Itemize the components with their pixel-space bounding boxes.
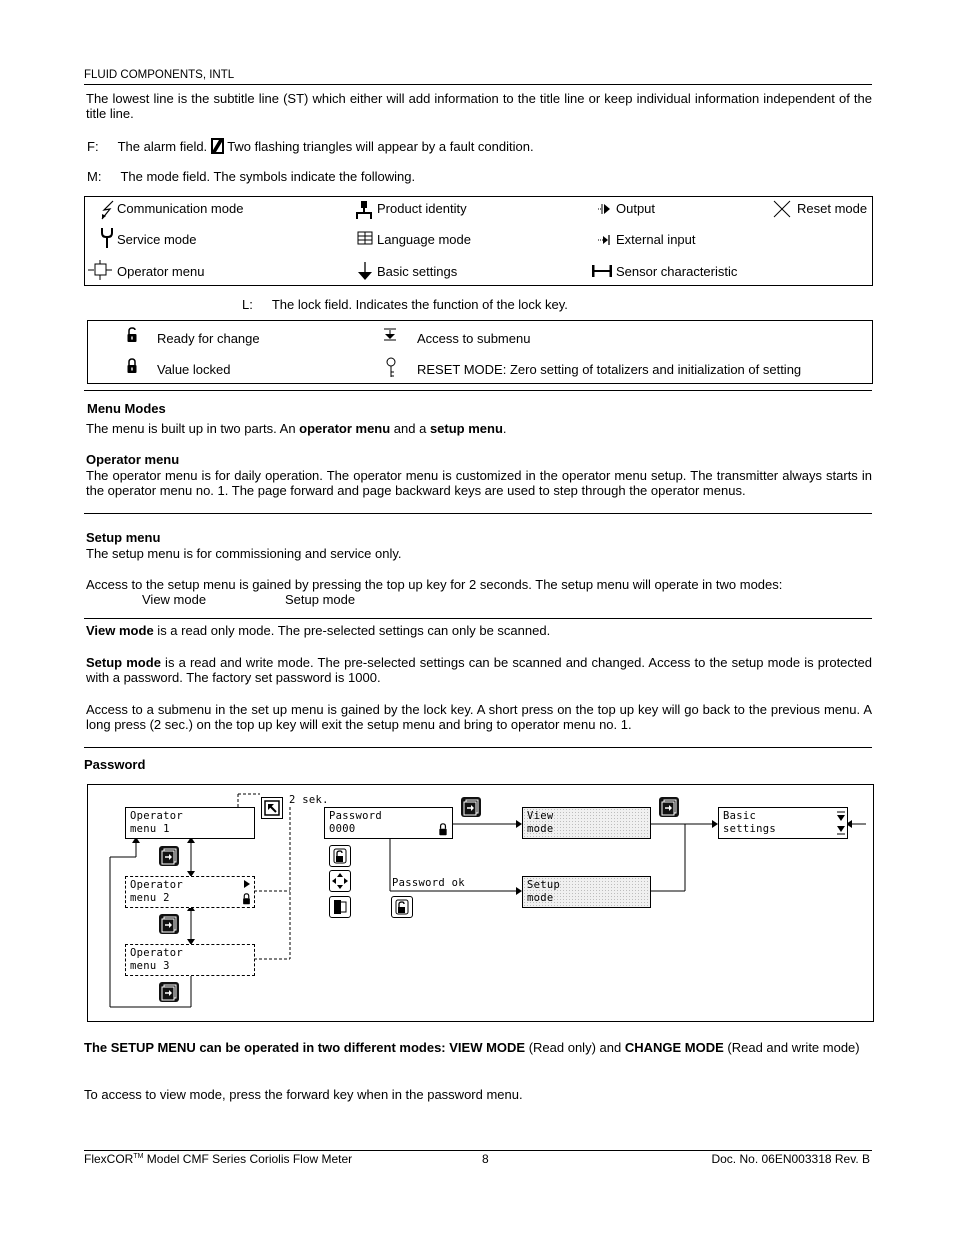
- lock-symbols-table: [87, 320, 873, 384]
- setup-mode-text: [86, 655, 872, 685]
- language-grid-icon: [357, 231, 373, 245]
- password-value: 0000: [329, 823, 356, 835]
- op2-output-icon: [242, 879, 252, 889]
- operator-menu-3-box[interactable]: [125, 944, 255, 976]
- alarm-text-pre: The alarm field.: [117, 139, 208, 154]
- op1-line2: menu 1: [130, 823, 170, 835]
- menu-modes-text-b: and a: [390, 421, 430, 436]
- closing-text-1: (Read only) and: [525, 1040, 625, 1055]
- op2-line1: Operator: [130, 879, 183, 891]
- basic-settings-line2: settings: [723, 823, 776, 835]
- alarm-text-post: Two flashing triangles will appear by a fault condition.: [227, 139, 534, 154]
- divider-1: [84, 390, 872, 391]
- menu-modes-text-a: The menu is built up in two parts. An: [86, 421, 300, 436]
- operator-menu-text: The operator menu is for daily operation. The operator menu is customized in the operator menu setup. The transmitter always starts in the operator menu no. 1. The page forward and page backward keys are used to step through the operator menus.: [86, 468, 872, 498]
- closing-text-2: (Read and write mode): [723, 1040, 860, 1055]
- mode-label-sensor-characteristic: Sensor characteristic: [616, 264, 738, 279]
- product-identity-icon: [355, 200, 373, 220]
- lock-label-locked: Value locked: [157, 362, 231, 377]
- navigate-key-icon[interactable]: [329, 870, 351, 892]
- closed-lock-icon: [126, 358, 138, 374]
- menu-modes-bold-a: operator menu: [299, 421, 391, 436]
- setup-mode-line2: mode: [527, 892, 554, 904]
- basic-settings-box[interactable]: [718, 807, 848, 839]
- forward-key-icon-basic[interactable]: [659, 797, 679, 817]
- page-key-icon[interactable]: [329, 896, 351, 918]
- divider-2: [84, 513, 872, 514]
- setup-mode-name-setup: Setup mode: [285, 592, 356, 607]
- output-arrow-icon: [597, 202, 613, 216]
- lock-key: L:: [242, 297, 253, 312]
- setup-mode-name-view: View mode: [142, 592, 207, 607]
- closing-bold-2: CHANGE MODE: [624, 1040, 724, 1055]
- password-diagram: [87, 784, 874, 1022]
- op3-line1: Operator: [130, 947, 183, 959]
- view-mode-line2: mode: [527, 823, 554, 835]
- menu-modes-heading: Menu Modes: [87, 401, 166, 416]
- closing-paragraph-2: To access to view mode, press the forward key when in the password menu.: [84, 1087, 523, 1102]
- mode-label-product-identity: Product identity: [377, 201, 467, 216]
- lock-field-line: [242, 297, 568, 312]
- lightning-icon: [99, 200, 117, 220]
- alarm-key: F:: [87, 139, 99, 154]
- setup-mode-box[interactable]: [522, 876, 651, 908]
- footer-product-rest: Model CMF Series Coriolis Flow Meter: [143, 1152, 353, 1166]
- footer-product-name: FlexCOR: [84, 1152, 134, 1166]
- alarm-triangles-icon: [211, 138, 224, 154]
- operator-menu-2-box[interactable]: [125, 876, 255, 908]
- wrench-icon: [99, 227, 115, 249]
- up-key-icon[interactable]: [261, 797, 283, 819]
- password-label: Password: [329, 810, 382, 822]
- basic-settings-down-icon: [836, 810, 846, 836]
- op3-line2: menu 3: [130, 960, 170, 972]
- mode-label-language: Language mode: [377, 232, 471, 247]
- submenu-arrow-icon: [382, 328, 398, 342]
- setup-menu-text-2: Access to the setup menu is gained by pressing the top up key for 2 seconds. The setup menu will operate in two modes:: [86, 577, 783, 592]
- footer-tm: TM: [133, 1153, 144, 1160]
- password-box[interactable]: [324, 807, 453, 839]
- sensor-bracket-icon: [591, 264, 613, 278]
- lock-text: The lock field. Indicates the function of the lock key.: [271, 297, 568, 312]
- basic-settings-line1: Basic: [723, 810, 757, 822]
- external-input-icon: [597, 233, 613, 247]
- password-lock-icon: [438, 823, 448, 836]
- view-mode-line1: View: [527, 810, 554, 822]
- setup-menu-heading: Setup menu: [86, 530, 161, 545]
- forward-key-icon-3[interactable]: [159, 982, 179, 1002]
- mode-field-line: [87, 169, 415, 184]
- operator-menu-icon: [87, 259, 113, 281]
- mode-key: M:: [87, 169, 102, 184]
- company-header: FLUID COMPONENTS, INTL: [84, 69, 235, 81]
- password-ok-lock-key-icon[interactable]: [391, 896, 413, 918]
- view-mode-box[interactable]: [522, 807, 651, 839]
- password-heading: Password: [84, 757, 146, 772]
- mode-label-external-input: External input: [616, 232, 696, 247]
- reset-cross-icon: [773, 200, 791, 218]
- open-lock-icon: [126, 327, 138, 343]
- mode-label-basic-settings: Basic settings: [377, 264, 458, 279]
- footer-rule: [84, 1150, 872, 1151]
- mode-label-operator-menu: Operator menu: [117, 264, 205, 279]
- divider-4: [84, 747, 872, 748]
- lock-key-icon[interactable]: [329, 845, 351, 867]
- footer-page-number: 8: [482, 1152, 489, 1166]
- closing-bold-1: The SETUP MENU can be operated in two different modes: VIEW MODE: [84, 1040, 526, 1055]
- alarm-field-line: [87, 138, 534, 154]
- footer-product: [84, 1152, 352, 1166]
- lock-label-ready: Ready for change: [157, 331, 260, 346]
- menu-modes-bold-b: setup menu: [429, 421, 503, 436]
- lock-label-reset-mode: RESET MODE: Zero setting of totalizers and initialization of setting: [417, 362, 802, 377]
- op2-line2: menu 2: [130, 892, 170, 904]
- view-mode-text: [86, 623, 872, 638]
- op1-line1: Operator: [130, 810, 183, 822]
- mode-label-communication: Communication mode: [117, 201, 244, 216]
- mode-symbols-table: [84, 196, 873, 286]
- mode-text: The mode field. The symbols indicate the following.: [120, 169, 416, 184]
- setup-mode-desc: is a read and write mode. The pre-selected settings can be scanned and changed. Access to the setup mode is protected with a password. The factory set password is 1000.: [86, 655, 872, 685]
- menu-modes-text-c: .: [502, 421, 507, 436]
- setup-mode-bold: Setup mode: [86, 655, 161, 670]
- view-mode-desc: is a read only mode. The pre-selected settings can only be scanned.: [153, 623, 551, 638]
- forward-key-icon-2[interactable]: [159, 914, 179, 934]
- op2-lock-icon: [242, 893, 251, 905]
- operator-menu-1-box[interactable]: [125, 807, 255, 839]
- mode-label-service: Service mode: [117, 232, 197, 247]
- forward-key-icon-1[interactable]: [159, 846, 179, 866]
- submenu-text: Access to a submenu in the set up menu is gained by the lock key. A short press on the top up key will go back to the previous menu. A long press (2 sec.) on the top up key will exit the setup menu and bring to operator menu no. 1.: [86, 702, 872, 732]
- mode-label-reset: Reset mode: [797, 201, 868, 216]
- operator-menu-heading: Operator menu: [86, 452, 180, 467]
- header-rule: [84, 84, 872, 85]
- password-ok-label: Password ok: [392, 877, 465, 889]
- setup-mode-line1: Setup: [527, 879, 561, 891]
- subtitle-paragraph: The lowest line is the subtitle line (ST) which either will add information to the title line or keep individual information independent of the title line.: [86, 91, 872, 121]
- setup-menu-text-1: The setup menu is for commissioning and service only.: [86, 546, 402, 561]
- menu-modes-text: [86, 421, 872, 436]
- down-arrow-icon: [357, 261, 373, 281]
- view-mode-bold: View mode: [86, 623, 154, 638]
- two-sek-label: 2 sek.: [289, 794, 329, 806]
- mode-label-output: Output: [616, 201, 656, 216]
- reset-key-icon: [385, 357, 397, 379]
- forward-key-icon-view[interactable]: [461, 797, 481, 817]
- divider-3: [84, 618, 872, 619]
- footer-doc-number: Doc. No. 06EN003318 Rev. B: [711, 1152, 870, 1166]
- closing-paragraph-1: [84, 1040, 874, 1055]
- lock-label-submenu: Access to submenu: [417, 331, 531, 346]
